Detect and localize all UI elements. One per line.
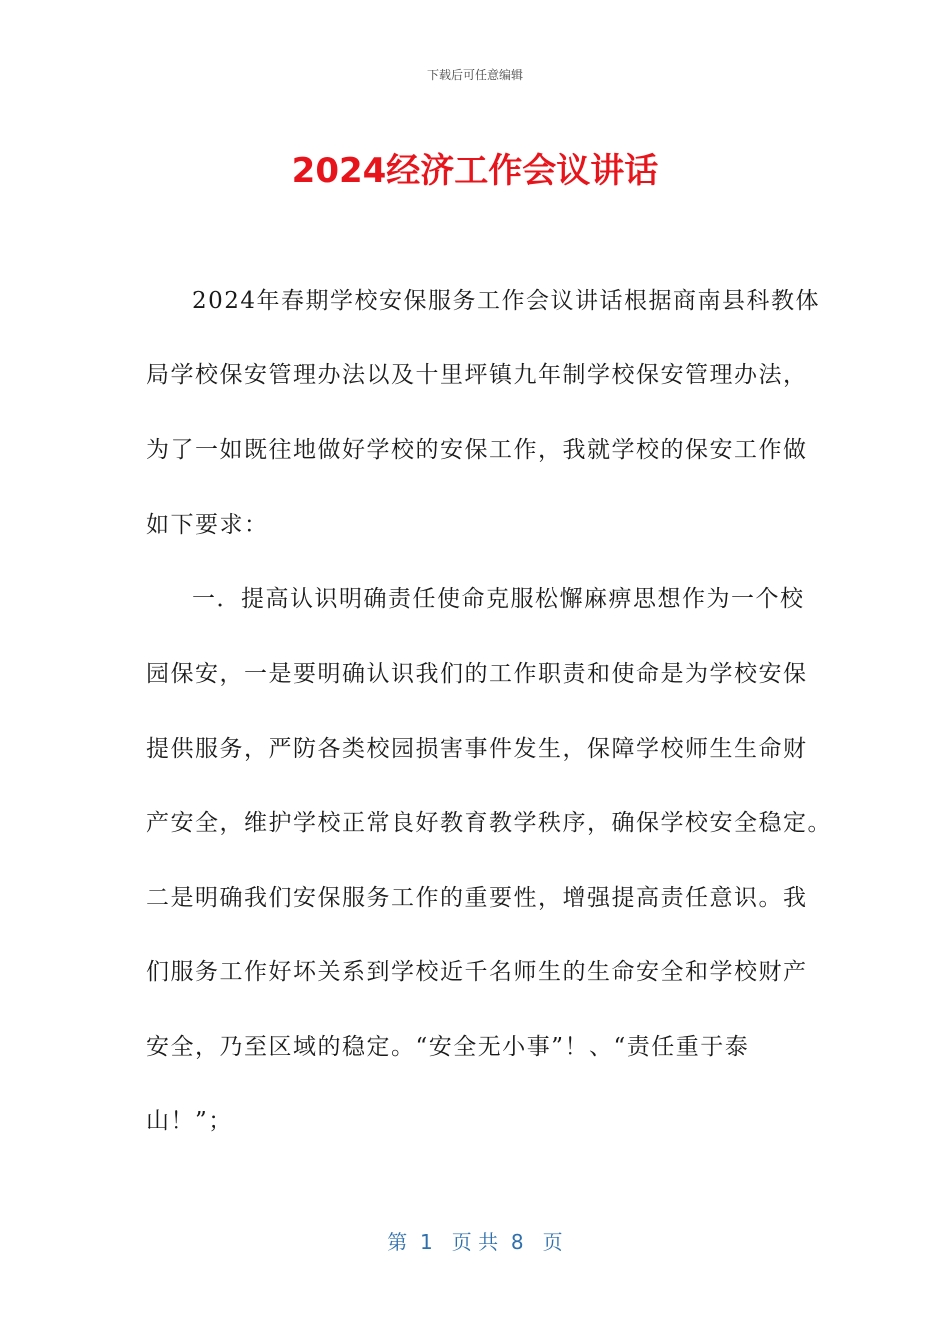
page-header-note: 下载后可任意编辑 <box>426 68 523 82</box>
page-number-footer: 第 1 页 共 8 页 <box>387 1230 563 1254</box>
paragraph-line: 一．提高认识明确责任使命克服松懈麻痹思想作为一个校 <box>192 586 805 612</box>
paragraph-line: 们服务工作好坏关系到学校近千名师生的生命安全和学校财产 <box>146 959 808 985</box>
paragraph-line: 园保安，一是要明确认识我们的工作职责和使命是为学校安保 <box>146 661 808 687</box>
paragraph-line: 如下要求： <box>146 512 269 538</box>
document-title: 2024经济工作会议讲话 <box>291 151 659 191</box>
paragraph-line: 局学校保安管理办法以及十里坪镇九年制学校保安管理办法， <box>146 362 808 388</box>
paragraph-line: 二是明确我们安保服务工作的重要性，增强提高责任意识。我 <box>146 885 808 911</box>
paragraph-line: 2024年春期学校安保服务工作会议讲话根据商南县科教体 <box>192 288 821 314</box>
paragraph-line: 山！”； <box>146 1108 233 1134</box>
paragraph-line: 为了一如既往地做好学校的安保工作，我就学校的保安工作做 <box>146 437 808 463</box>
paragraph-line: 产安全，维护学校正常良好教育教学秩序，确保学校安全稳定。 <box>146 810 832 836</box>
paragraph-line: 安全，乃至区域的稳定。“安全无小事”！、“责任重于泰 <box>146 1034 750 1060</box>
paragraph-line: 提供服务，严防各类校园损害事件发生，保障学校师生生命财 <box>146 736 808 762</box>
